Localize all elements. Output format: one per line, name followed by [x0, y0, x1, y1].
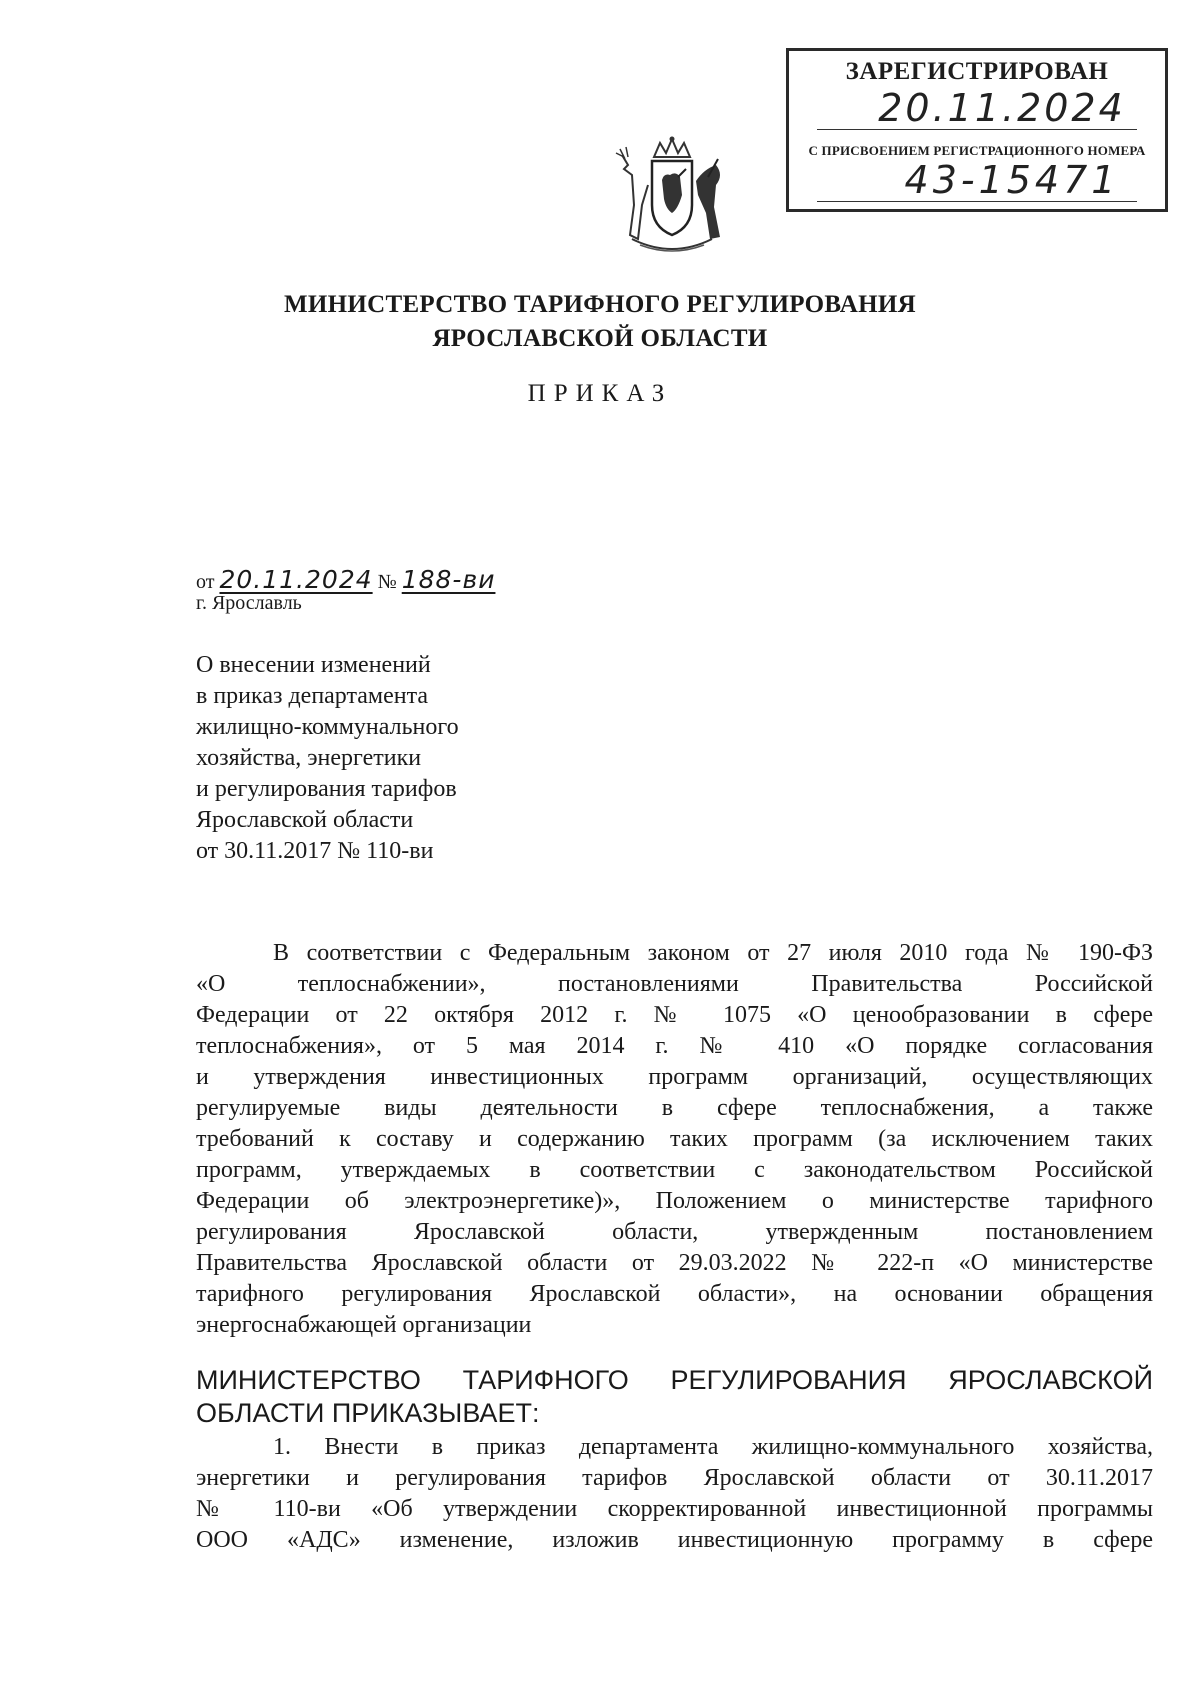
- paragraph-line: В соответствии с Федеральным законом от 27 июля 2010 года № 190-ФЗ: [273, 940, 1153, 966]
- paragraph-line: тарифного регулирования Ярославской области», на основании обращения: [196, 1281, 1153, 1307]
- coat-of-arms-icon: [612, 135, 732, 260]
- item-1-paragraph: [196, 1432, 1153, 1556]
- paragraph-line: Федерации об электроэнергетике)», Положением о министерстве тарифного: [196, 1188, 1153, 1214]
- paragraph-line: и утверждения инвестиционных программ организаций, осуществляющих: [196, 1064, 1153, 1090]
- handwritten-date: 20.11.2024: [219, 565, 373, 594]
- stamp-divider: [817, 201, 1137, 202]
- subject-line: жилищно-коммунального: [196, 714, 459, 740]
- paragraph-line: регулирования Ярославской области, утвержденным постановлением: [196, 1219, 1153, 1245]
- preamble-paragraph: [196, 938, 1153, 1341]
- paragraph-line: Федерации от 22 октября 2012 г. № 1075 «О ценообразовании в сфере: [196, 1002, 1153, 1028]
- paragraph-line: № 110-ви «Об утверждении скорректированной инвестиционной программы: [196, 1496, 1153, 1522]
- paragraph-line: теплоснабжения», от 5 мая 2014 г. № 410 «О порядке согласования: [196, 1033, 1153, 1059]
- paragraph-line: энергетики и регулирования тарифов Ярославской области от 30.11.2017: [196, 1465, 1153, 1491]
- paragraph-line: «О теплоснабжении», постановлениями Правительства Российской: [196, 971, 1153, 997]
- ministry-name-line: ЯРОСЛАВСКОЙ ОБЛАСТИ: [432, 325, 768, 352]
- stamp-date: 20.11.2024: [878, 86, 1126, 130]
- stamp-title: ЗАРЕГИСТРИРОВАН: [845, 58, 1109, 85]
- order-clause-line: ОБЛАСТИ ПРИКАЗЫВАЕТ:: [196, 1398, 540, 1428]
- stamp-caption: С ПРИСВОЕНИЕМ РЕГИСТРАЦИОННОГО НОМЕРА: [808, 143, 1146, 158]
- order-clause-line: МИНИСТЕРСТВО ТАРИФНОГО РЕГУЛИРОВАНИЯ ЯРОСЛАВСКОЙ: [196, 1365, 1153, 1395]
- paragraph-line: Правительства Ярославской области от 29.03.2022 № 222-п «О министерстве: [196, 1250, 1153, 1276]
- subject-line: хозяйства, энергетики: [196, 745, 422, 771]
- subject-block: [196, 650, 459, 867]
- handwritten-number: 188-ви: [401, 565, 496, 594]
- paragraph-line: программ, утверждаемых в соответствии с законодательством Российской: [196, 1157, 1153, 1183]
- document-type: ПРИКАЗ: [527, 380, 673, 407]
- paragraph-line: требований к составу и содержанию таких программ (за исключением таких: [196, 1126, 1153, 1152]
- date-number-line: [196, 565, 495, 594]
- subject-line: и регулирования тарифов: [196, 776, 457, 802]
- order-clause: [196, 1364, 1153, 1430]
- paragraph-line: энергоснабжающей организации: [196, 1312, 532, 1338]
- subject-line: в приказ департамента: [196, 683, 429, 709]
- from-label: от: [196, 571, 215, 593]
- subject-line: Ярославской области: [196, 807, 414, 833]
- paragraph-line: 1. Внести в приказ департамента жилищно-коммунального хозяйства,: [273, 1434, 1153, 1460]
- ministry-name: [0, 288, 1200, 356]
- paragraph-line: ООО «АДС» изменение, изложив инвестиционную программу в сфере: [196, 1527, 1153, 1553]
- subject-line: О внесении изменений: [196, 652, 431, 678]
- number-label: №: [377, 571, 397, 593]
- stamp-number: 43-15471: [904, 158, 1120, 202]
- ministry-name-line: МИНИСТЕРСТВО ТАРИФНОГО РЕГУЛИРОВАНИЯ: [283, 291, 916, 318]
- stamp-divider: [817, 129, 1137, 130]
- paragraph-line: регулируемые виды деятельности в сфере теплоснабжения, а также: [196, 1095, 1153, 1121]
- registration-stamp: [786, 48, 1168, 212]
- city: г. Ярославль: [196, 592, 302, 614]
- subject-line: от 30.11.2017 № 110-ви: [196, 838, 434, 864]
